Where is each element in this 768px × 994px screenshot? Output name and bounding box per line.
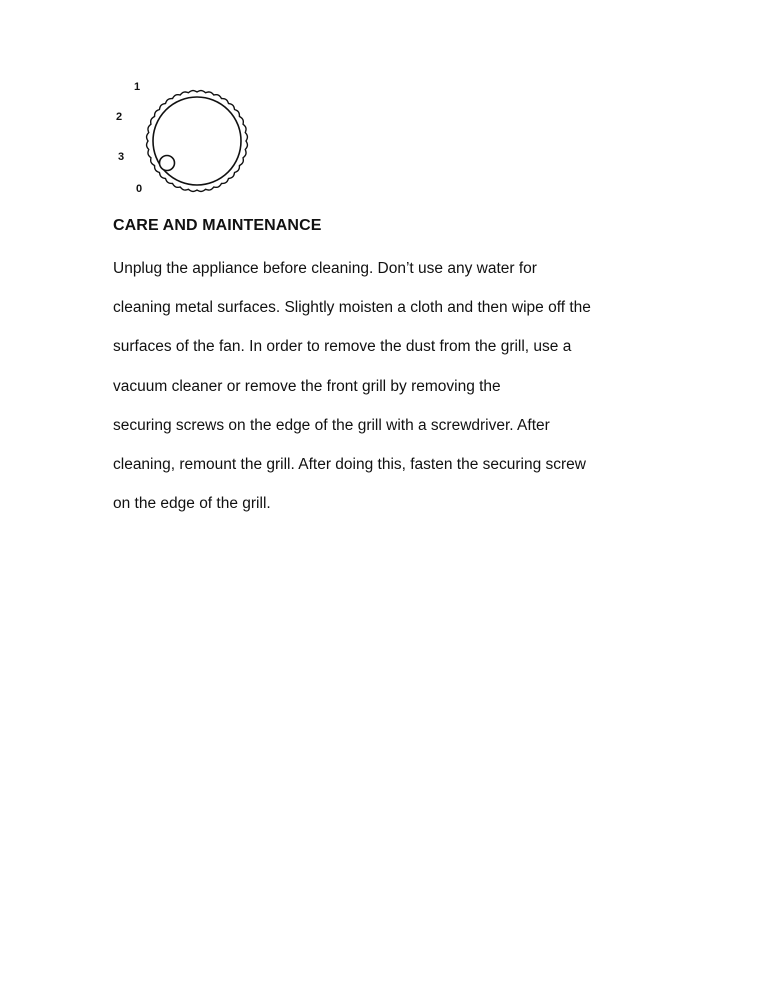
text-line: cleaning, remount the grill. After doing this, fasten the securing screw xyxy=(113,455,586,473)
text-line: securing screws on the edge of the grill with a screwdriver. After xyxy=(113,416,550,434)
dial-label-0: 0 xyxy=(136,183,143,195)
section-heading: CARE AND MAINTENANCE xyxy=(113,217,322,234)
dial-label-2: 2 xyxy=(116,111,123,123)
dial-pointer-icon xyxy=(160,156,175,171)
dial-knob-icon xyxy=(144,88,250,194)
dial-rim xyxy=(147,91,248,192)
speed-dial-diagram xyxy=(108,76,258,201)
dial-label-3: 3 xyxy=(118,151,125,163)
text-line: Unplug the appliance before cleaning. Don’t use any water for xyxy=(113,260,537,277)
dial-rim-path xyxy=(147,91,248,192)
text-line: surfaces of the fan. In order to remove the dust from the grill, use a xyxy=(113,338,572,356)
text-line: cleaning metal surfaces. Slightly moisten a cloth and then wipe off the xyxy=(113,299,591,317)
dial-label-1: 1 xyxy=(134,81,141,93)
text-line: vacuum cleaner or remove the front grill by removing the xyxy=(113,377,501,395)
dial-inner-ring xyxy=(153,97,241,185)
text-line: on the edge of the grill. xyxy=(113,495,271,513)
care-instructions xyxy=(113,249,713,523)
